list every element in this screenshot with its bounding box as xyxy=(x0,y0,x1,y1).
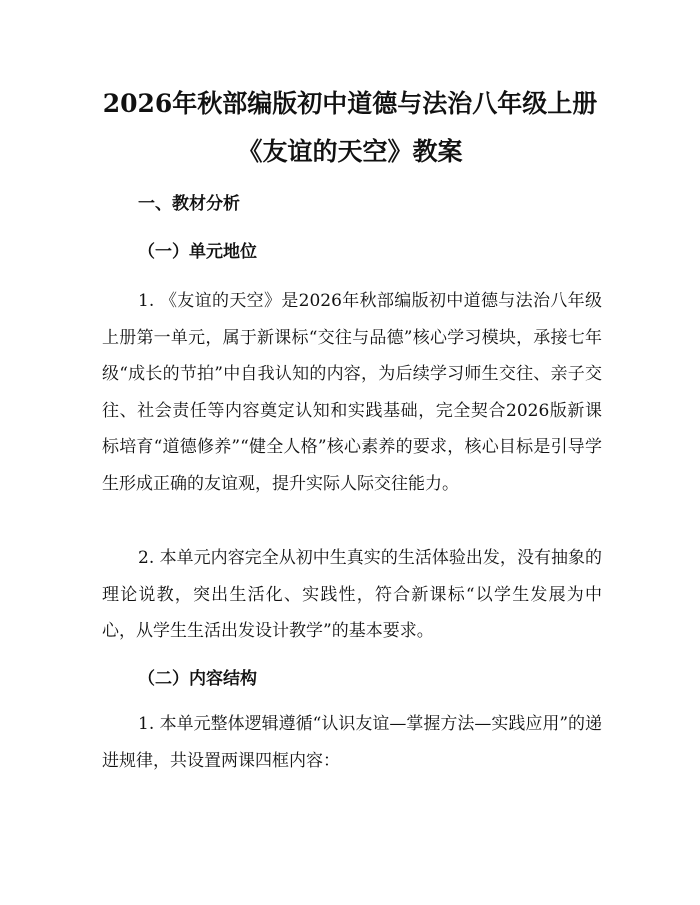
section-heading-textbook-analysis: 一、教材分析 xyxy=(138,194,240,214)
paragraph-unit-position-2: 2. 本单元内容完全从初中生真实的生活体验出发，没有抽象的理论说教，突出生活化、实践性，符合新课标“以学生发展为中心，从学生生活出发设计教学”的基本要求。 xyxy=(102,548,602,641)
document-title-line-1: 2026年秋部编版初中道德与法治八年级上册 xyxy=(102,89,598,118)
document-title-line-2: 《友谊的天空》教案 xyxy=(237,137,463,166)
paragraph-unit-position-1: 1. 《友谊的天空》是2026年秋部编版初中道德与法治八年级上册第一单元，属于新课标“交往与品德”核心学习模块，承接七年级“成长的节拍”中自我认知的内容，为后续学习师生交往、亲子交往、社会责任等内容奠定认知和实践基础，完全契合2026版新课标培育“道德修养”“健全人格”核心素养的要求，核心目标是引导学生形成正确的友谊观，提升实际人际交往能力。 xyxy=(102,291,602,494)
subsection-heading-unit-position: （一）单元地位 xyxy=(138,242,257,262)
paragraph-content-structure-1: 1. 本单元整体逻辑遵循“认识友谊—掌握方法—实践应用”的递进规律，共设置两课四框内容： xyxy=(102,714,603,771)
subsection-heading-content-structure: （二）内容结构 xyxy=(138,669,257,689)
